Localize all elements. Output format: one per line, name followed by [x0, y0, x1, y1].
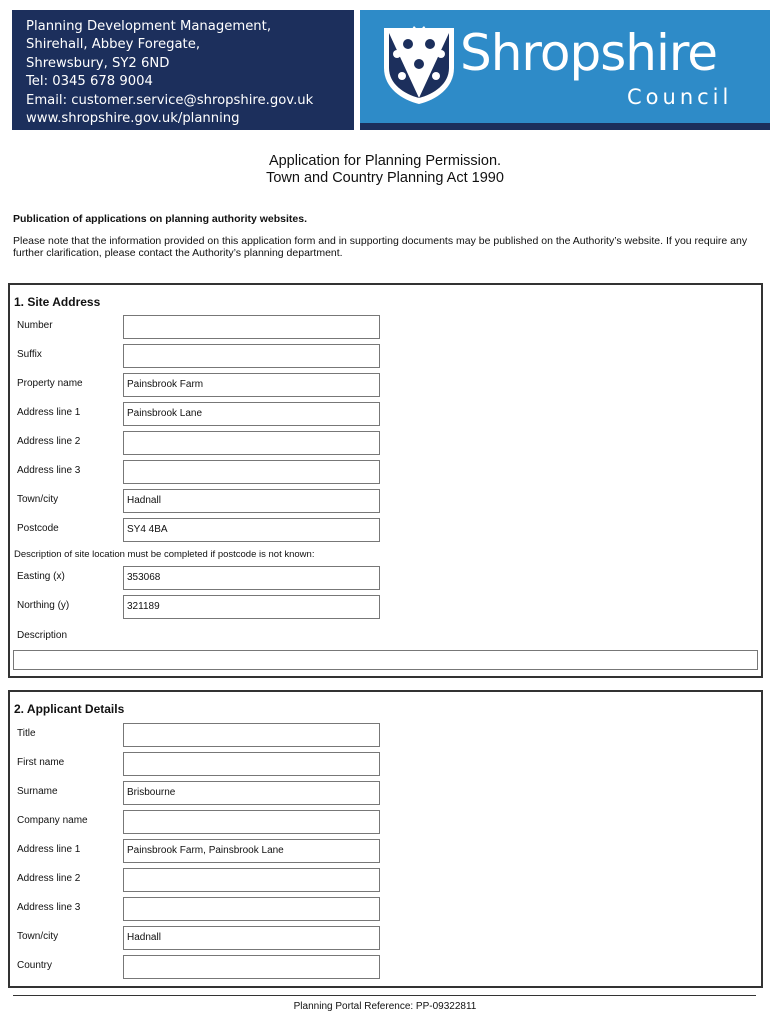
company-name-field[interactable] — [123, 810, 380, 834]
property-name-field[interactable]: Painsbrook Farm — [123, 373, 380, 397]
section-title: 1. Site Address — [14, 295, 101, 309]
field-label: Address line 3 — [17, 902, 81, 913]
email-line: Email: customer.service@shropshire.gov.uk — [26, 92, 314, 108]
location-note: Description of site location must be completed if postcode is not known: — [14, 549, 315, 560]
field-label: Postcode — [17, 523, 59, 534]
number-field[interactable] — [123, 315, 380, 339]
field-label: Address line 1 — [17, 844, 81, 855]
field-label: Town/city — [17, 494, 59, 505]
address-line: Planning Development Management, — [26, 19, 272, 34]
title-field[interactable] — [123, 723, 380, 747]
field-label: Address line 2 — [17, 873, 81, 884]
address-line: Shirehall, Abbey Foregate, — [26, 37, 201, 53]
page-title — [0, 153, 770, 187]
field-label: Address line 1 — [17, 407, 81, 418]
address-line-1-field[interactable]: Painsbrook Lane — [123, 402, 380, 426]
crest-shield-icon — [380, 24, 458, 106]
website-line: www.shropshire.gov.uk/planning — [26, 111, 240, 127]
postcode-field[interactable]: SY4 4BA — [123, 518, 380, 542]
applicant-address-line-3-field[interactable] — [123, 897, 380, 921]
country-field[interactable] — [123, 955, 380, 979]
title-line-1: Application for Planning Permission. — [268, 153, 502, 169]
field-label: Country — [17, 960, 53, 971]
address-line: Shrewsbury, SY2 6ND — [26, 55, 170, 71]
town-city-field[interactable]: Hadnall — [123, 489, 380, 513]
field-label: Address line 3 — [17, 465, 81, 476]
address-line-2-field[interactable] — [123, 431, 380, 455]
applicant-address-line-2-field[interactable] — [123, 868, 380, 892]
address-line-3-field[interactable] — [123, 460, 380, 484]
northing-field[interactable]: 321189 — [123, 595, 380, 619]
brand-subtitle: Council — [627, 85, 733, 109]
phone-line: Tel: 0345 678 9004 — [26, 74, 153, 90]
field-label: Number — [17, 320, 53, 331]
field-label: Title — [17, 728, 36, 739]
surname-field[interactable]: Brisbourne — [123, 781, 380, 805]
footer-divider — [13, 995, 756, 996]
field-label: Town/city — [17, 931, 59, 942]
site-address-section — [8, 283, 763, 678]
field-label: Easting (x) — [17, 571, 65, 582]
portal-reference: Planning Portal Reference: PP-09322811 — [293, 1001, 477, 1012]
first-name-field[interactable] — [123, 752, 380, 776]
easting-field[interactable]: 353068 — [123, 566, 380, 590]
field-label: Property name — [17, 378, 83, 389]
field-label: First name — [17, 757, 65, 768]
field-label: Address line 2 — [17, 436, 81, 447]
title-line-2: Town and Country Planning Act 1990 — [266, 170, 504, 186]
banner-bottom-bar — [360, 123, 770, 130]
description-field[interactable] — [13, 650, 758, 670]
applicant-address-line-1-field[interactable]: Painsbrook Farm, Painsbrook Lane — [123, 839, 380, 863]
field-label: Northing (y) — [17, 600, 70, 611]
section-title: 2. Applicant Details — [14, 702, 125, 716]
field-label: Company name — [17, 815, 88, 826]
suffix-field[interactable] — [123, 344, 380, 368]
publication-note: Please note that the information provided on this application form and in supporting documents may be published on the Authority’s website. If you require any further clarification, please contact the Authority’s planning department. — [13, 235, 748, 259]
field-label: Suffix — [17, 349, 42, 360]
council-address-block — [12, 10, 354, 130]
field-label: Description — [17, 630, 68, 641]
applicant-town-city-field[interactable]: Hadnall — [123, 926, 380, 950]
field-label: Surname — [17, 786, 58, 797]
publication-heading: Publication of applications on planning authority websites. — [13, 213, 308, 225]
council-logo-banner — [360, 10, 770, 130]
applicant-details-section — [8, 690, 763, 988]
brand-name: Shropshire — [460, 24, 718, 82]
